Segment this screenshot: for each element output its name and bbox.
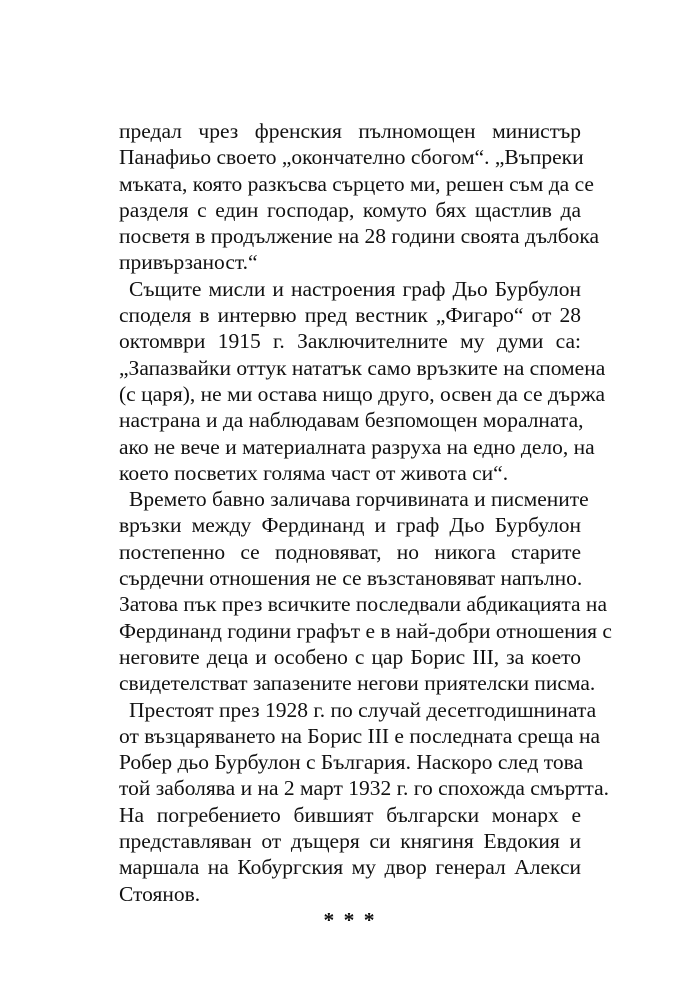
text-line: маршала на Кобургския му двор генерал Алекси: [119, 855, 581, 880]
text-line: На погребението бившият български монарх е: [119, 802, 581, 827]
text-line: свидетелстват запазените негови приятелски писма.: [119, 671, 596, 696]
text-line: Затова пък през всичките последвали абдикацията на: [119, 592, 607, 617]
text-line: постепенно се подновяват, но никога старите: [119, 539, 581, 564]
text-line: Панафиьо своето „окончателно сбогом“. „Въпреки: [119, 145, 584, 170]
text-line: предал чрез френския пълномощен министър: [119, 119, 581, 143]
text-line: „Запазвайки оттук нататък само връзките на спомена: [119, 355, 606, 380]
text-line: Робер дьо Бурбулон с България. Наскоро след това: [119, 750, 584, 775]
text-line: представляван от дъщеря си княгиня Евдокия и: [119, 829, 581, 854]
text-line: ако не вече и материалната разруха на едно дело, на: [119, 434, 595, 459]
text-line: връзки между Фердинанд и граф Дьо Бурбулон: [119, 513, 581, 538]
paragraph-2: [119, 276, 606, 486]
text-line: Фердинанд години графът е в най-добри отношения с: [119, 618, 612, 643]
text-line: (с царя), не ми остава нищо друго, освен да се държа: [119, 381, 606, 406]
text-line: октомври 1915 г. Заключителните му думи са:: [119, 329, 581, 354]
section-separator: * * *: [323, 907, 377, 932]
paragraph-1: [119, 118, 600, 276]
text-line: привързаност.“: [119, 250, 258, 275]
text-line: което посветих голяма част от живота си“.: [119, 460, 509, 485]
text-line: Същите мисли и настроения граф Дьо Бурбулон: [129, 276, 581, 301]
paragraph-4: [119, 697, 610, 907]
text-line: разделя с един господар, комуто бях щастлив да: [119, 197, 581, 222]
paragraph-3: [119, 486, 612, 696]
body-text: [119, 118, 612, 933]
text-line: неговите деца и особено с цар Борис III, за което: [119, 644, 581, 669]
text-line: Престоят през 1928 г. по случай десетгодишнината: [129, 697, 597, 722]
text-line: споделя в интервю пред вестник „Фигаро“ от 28: [119, 303, 581, 328]
text-line: посветя в продължение на 28 години своята дълбока: [119, 224, 600, 249]
text-line: Стоянов.: [119, 881, 201, 906]
text-line: мъката, която разкъсва сърцето ми, решен съм да се: [119, 171, 594, 196]
text-line: настрана и да наблюдавам безпомощен моралната,: [119, 408, 584, 433]
text-line: Времето бавно заличава горчивината и писмените: [129, 487, 589, 512]
text-line: сърдечни отношения не се възстановяват напълно.: [119, 566, 583, 591]
text-line: той заболява и на 2 март 1932 г. го спохожда смъртта.: [119, 776, 610, 801]
text-line: от възцаряването на Борис III е последната среща на: [119, 723, 600, 748]
